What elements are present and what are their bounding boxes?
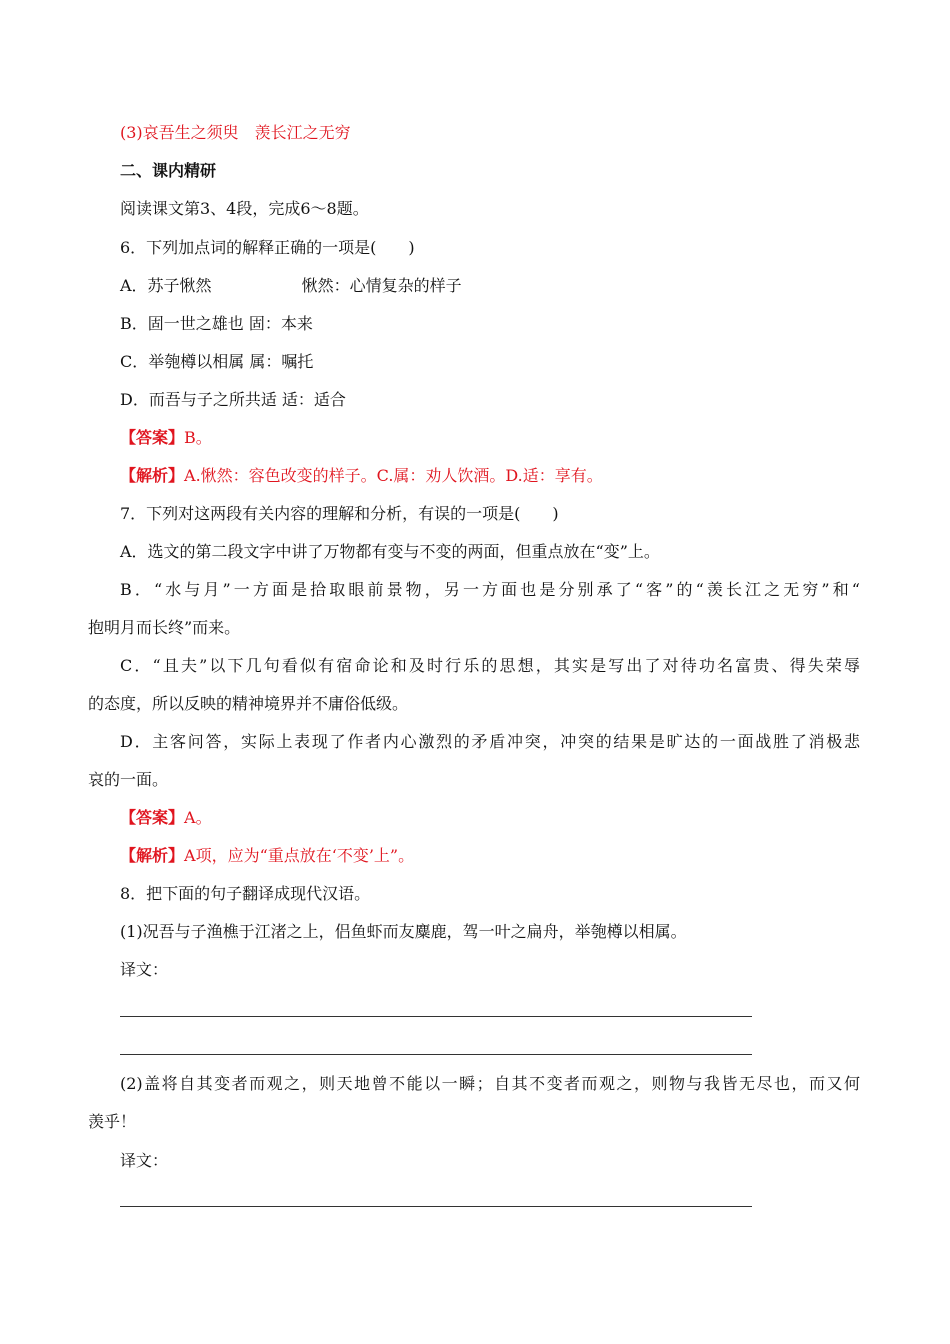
q7-option-b-line1: B．“水与月”一方面是拾取眼前景物，另一方面也是分别承了“客”的“羡长江之无穷”和“ [120, 580, 860, 599]
q6-analysis-label: 【解析】 [120, 466, 185, 485]
q8-translation-label-1: 译文： [120, 960, 169, 979]
q6-option-a [120, 276, 860, 296]
answer-line-2a[interactable] [120, 1206, 752, 1207]
q6-analysis-value: A.愀然：容色改变的样子。C.属：劝人饮酒。D.适：享有。 [184, 466, 603, 485]
q7-option-c-line2: 的态度，所以反映的精神境界并不庸俗低级。 [88, 694, 409, 713]
q7-option-d-line2: 哀的一面。 [88, 770, 169, 789]
answer-line-1b[interactable] [120, 1054, 752, 1055]
q7-option-a: A．选文的第二段文字中讲了万物都有变与不变的两面，但重点放在“变”上。 [120, 542, 660, 561]
q6-option-c: C．举匏樽以相属 属：嘱托 [120, 352, 314, 371]
q7-option-c-line1: C．“且夫”以下几句看似有宿命论和及时行乐的思想，其实是写出了对待功名富贵、得失荣辱 [120, 656, 860, 675]
q7-answer-label: 【答案】 [120, 808, 185, 827]
q7-option-d-line1: D．主客问答，实际上表现了作者内心激烈的矛盾冲突，冲突的结果是旷达的一面战胜了消极悲 [120, 732, 860, 751]
q7-option-b-line2: 抱明月而长终”而来。 [88, 618, 241, 637]
q6-stem: 6．下列加点词的解释正确的一项是( ) [120, 238, 415, 257]
q8-sentence-2-line1: (2)盖将自其变者而观之，则天地曾不能以一瞬；自其不变者而观之，则物与我皆无尽也，而又何 [120, 1074, 860, 1093]
q6-answer-value: B。 [184, 428, 212, 447]
q7-answer-value: A。 [184, 808, 212, 827]
q8-translation-label-2: 译文： [120, 1151, 169, 1170]
q6-option-a-sentence: A．苏子愀然 [120, 276, 212, 295]
q6-option-a-gloss: 愀然：心情复杂的样子 [301, 276, 462, 295]
q6-answer [120, 428, 860, 448]
q6-option-d: D．而吾与子之所共适 适：适合 [120, 390, 346, 409]
fill-answer-3: (3)哀吾生之须臾 羡长江之无穷 [120, 123, 351, 142]
q7-analysis [120, 846, 860, 866]
q7-analysis-value: A项，应为“重点放在‘不变’上”。 [184, 846, 415, 865]
q8-sentence-2-line2: 羡乎！ [88, 1112, 137, 1131]
q8-stem: 8．把下面的句子翻译成现代汉语。 [120, 884, 371, 903]
q6-option-b: B．固一世之雄也 固：本来 [120, 314, 313, 333]
q7-stem: 7．下列对这两段有关内容的理解和分析，有误的一项是( ) [120, 504, 559, 523]
reading-instruction: 阅读课文第3、4段，完成6～8题。 [120, 199, 369, 218]
q8-sentence-1: (1)况吾与子渔樵于江渚之上，侣鱼虾而友麋鹿，驾一叶之扁舟，举匏樽以相属。 [120, 922, 687, 941]
answer-line-1a[interactable] [120, 1016, 752, 1017]
q7-analysis-label: 【解析】 [120, 846, 185, 865]
q6-analysis [120, 466, 860, 486]
q6-answer-label: 【答案】 [120, 428, 185, 447]
q7-answer [120, 808, 860, 828]
section-heading: 二、课内精研 [120, 161, 217, 180]
